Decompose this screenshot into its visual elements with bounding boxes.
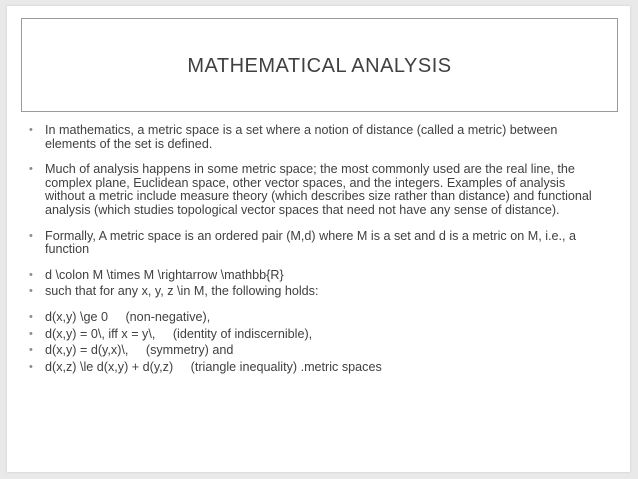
bullet-text: d(x,y) = d(y,x)\, (symmetry) and <box>45 343 234 358</box>
bullet-item <box>29 163 599 217</box>
bullet-text: d(x,y) = 0\, iff x = y\, (identity of indiscernible), <box>45 326 313 341</box>
bullet-icon: • <box>29 344 33 357</box>
bullet-item <box>29 344 599 358</box>
bullet-text: such that for any x, y, z \in M, the following holds: <box>45 284 319 299</box>
bullet-icon: • <box>29 360 33 373</box>
bullet-item <box>29 230 599 257</box>
bullet-icon: • <box>29 310 33 323</box>
bullet-list <box>29 124 599 377</box>
bullet-item <box>29 269 599 283</box>
bullet-icon: • <box>29 285 33 298</box>
bullet-icon: • <box>29 327 33 340</box>
bullet-text: Much of analysis happens in some metric space; the most commonly used are the real line, the complex plane, Euclidean space, other vector spaces, and the integers. Examples of analysis without a metric include measure theory (which describes size rather than distance) and functional analysis (which studies topological vector spaces that need not have any sense of distance). <box>45 162 592 217</box>
bullet-item <box>29 285 599 299</box>
bullet-item <box>29 361 599 375</box>
bullet-text: Formally, A metric space is an ordered pair (M,d) where M is a set and d is a metric on M, i.e., a function <box>45 228 576 257</box>
bullet-icon: • <box>29 163 33 176</box>
slide <box>7 6 630 472</box>
bullet-text: d \colon M \times M \rightarrow \mathbb{R} <box>45 267 284 282</box>
bullet-item <box>29 311 599 325</box>
slide-title: MATHEMATICAL ANALYSIS <box>187 54 452 77</box>
title-box <box>21 18 618 112</box>
bullet-icon: • <box>29 229 33 242</box>
bullet-text: In mathematics, a metric space is a set where a notion of distance (called a metric) between elements of the set is defined. <box>45 123 558 151</box>
bullet-text: d(x,y) \ge 0 (non-negative), <box>45 309 211 324</box>
bullet-text: d(x,z) \le d(x,y) + d(y,z) (triangle inequality) .metric spaces <box>45 359 382 374</box>
bullet-item <box>29 124 599 151</box>
bullet-item <box>29 328 599 342</box>
bullet-icon: • <box>29 268 33 281</box>
bullet-icon: • <box>29 124 33 136</box>
